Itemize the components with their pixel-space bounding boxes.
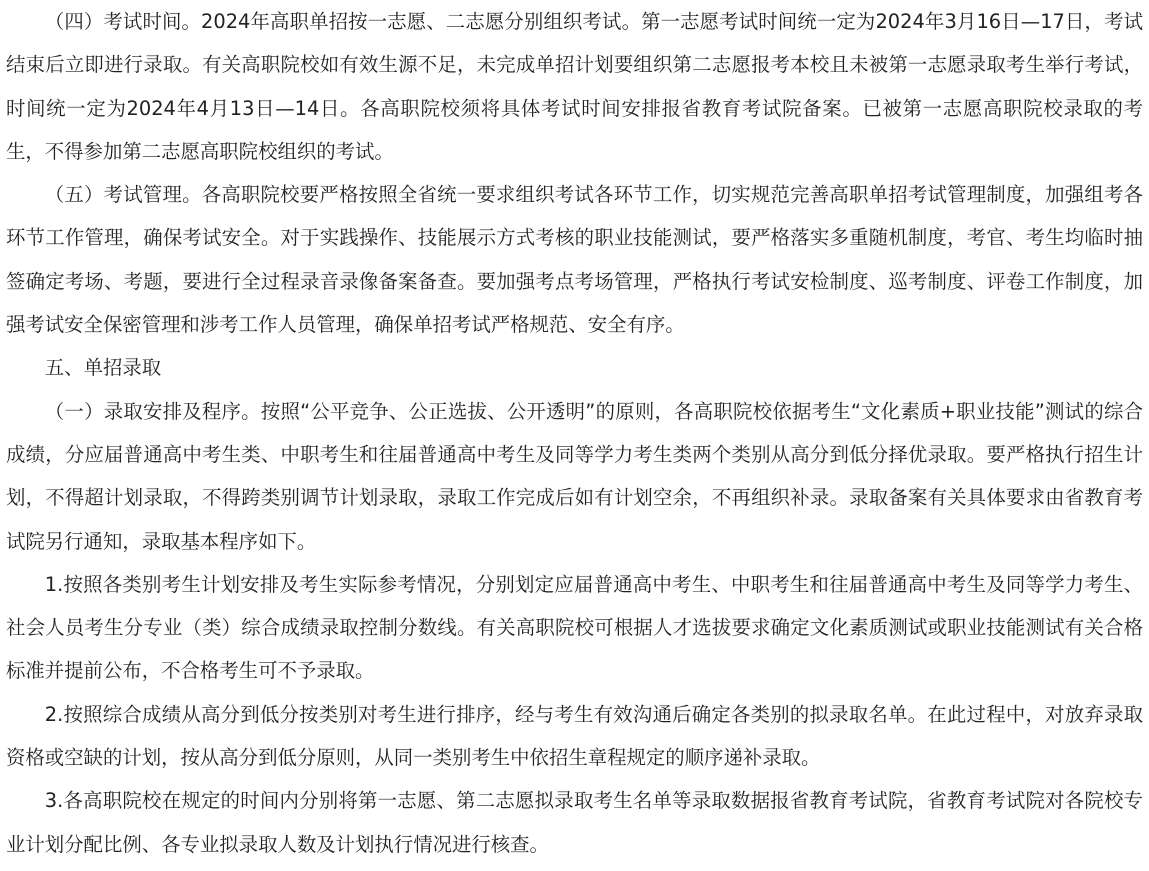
paragraph-exam-time: （四）考试时间。2024年高职单招按一志愿、二志愿分别组织考试。第一志愿考试时间统一定为2024年3月16日—17日，考试结束后立即进行录取。有关高职院校如有效生源不足，未完成单招计划要组织第二志愿报考本校且未被第一志愿录取考生举行考试，时间统一定为2024年4月13日—14日。各高职院校须将具体考试时间安排报省教育考试院备案。已被第一志愿高职院校录取的考生，不得参加第二志愿高职院校组织的考试。: [6, 10, 1143, 163]
paragraph-admission-procedure: （一）录取安排及程序。按照“公平竞争、公正选拔、公开透明”的原则，各高职院校依据考生“文化素质+职业技能”测试的综合成绩，分应届普通高中考生类、中职考生和往届普通高中考生及同等学力考生类两个类别从高分到低分择优录取。要严格执行招生计划，不得超计划录取，不得跨类别调节计划录取，录取工作完成后如有计划空余，不再组织补录。录取备案有关具体要求由省教育考试院另行通知，录取基本程序如下。: [6, 399, 1143, 553]
paragraph-exam-management: （五）考试管理。各高职院校要严格按照全省统一要求组织考试各环节工作，切实规范完善高职单招考试管理制度，加强组考各环节工作管理，确保考试安全。对于实践操作、技能展示方式考核的职业技能测试，要严格落实多重随机制度，考官、考生均临时抽签确定考场、考题，要进行全过程录音录像备案备查。要加强考点考场管理，严格执行考试安检制度、巡考制度、评卷工作制度，加强考试安全保密管理和涉考工作人员管理，确保单招考试严格规范、安全有序。: [6, 183, 1143, 337]
paragraph-step-2: 2.按照综合成绩从高分到低分按类别对考生进行排序，经与考生有效沟通后确定各类别的拟录取名单。在此过程中，对放弃录取资格或空缺的计划，按从高分到低分原则，从同一类别考生中依招生章程规定的顺序递补录取。: [6, 702, 1143, 770]
paragraph-step-3: 3.各高职院校在规定的时间内分别将第一志愿、第二志愿拟录取考生名单等录取数据报省教育考试院，省教育考试院对各院校专业计划分配比例、各专业拟录取人数及计划执行情况进行核查。: [6, 789, 1143, 856]
section-heading-admission: 五、单招录取: [44, 356, 162, 380]
paragraph-step-1: 1.按照各类别考生计划安排及考生实际参考情况，分别划定应届普通高中考生、中职考生和往届普通高中考生及同等学力考生、社会人员考生分专业（类）综合成绩录取控制分数线。有关高职院校可根据人才选拔要求确定文化素质测试或职业技能测试有关合格标准并提前公布，不合格考生可不予录取。: [6, 572, 1143, 683]
